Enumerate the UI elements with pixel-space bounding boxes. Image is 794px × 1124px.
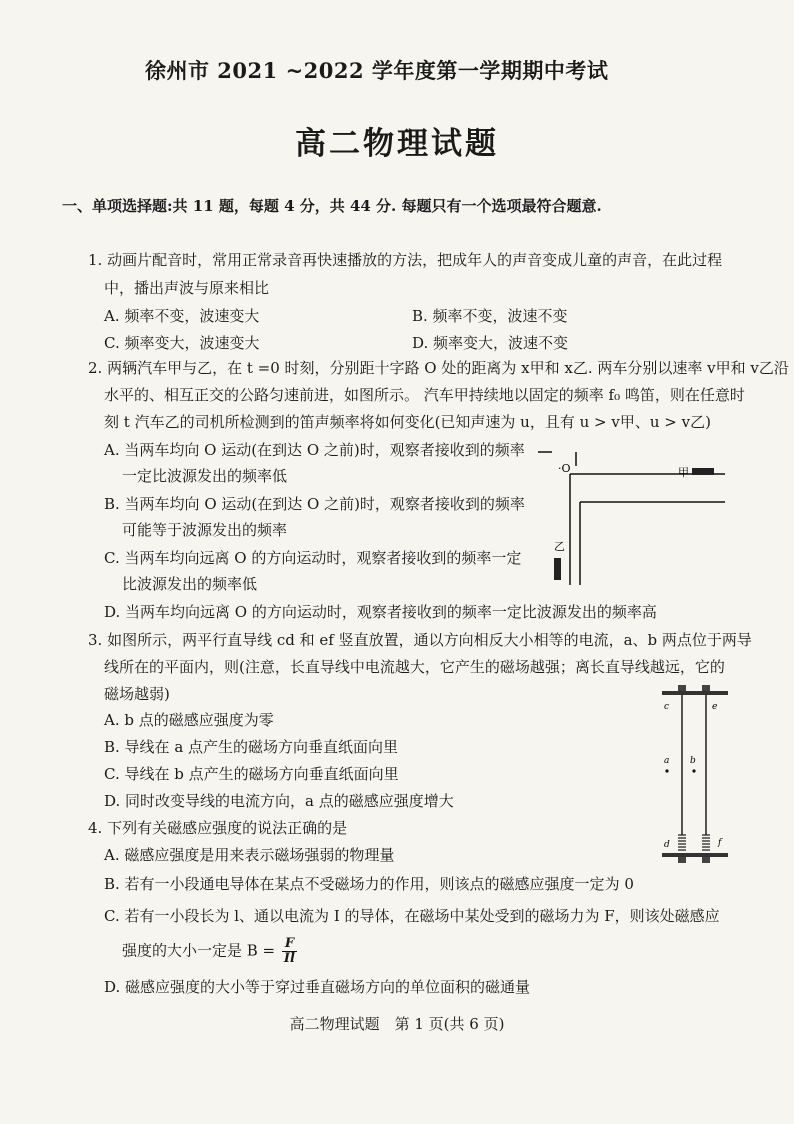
q4-option-a: A. 磁感应强度是用来表示磁场强弱的物理量 <box>104 846 395 864</box>
q3-stem-line1: 3. 如图所示，两平行直导线 cd 和 ef 竖直放置，通以方向相反大小相等的电流，a、b 两点位于两导 <box>88 631 752 649</box>
label-f: f <box>718 838 722 848</box>
spring-right <box>702 835 710 850</box>
q4-stem: 4. 下列有关磁感应强度的说法正确的是 <box>88 819 348 837</box>
q2-option-b-line1: B. 当两车均向 O 运动(在到达 O 之前)时，观察者接收到的频率 <box>104 495 525 513</box>
car-yi-label: 乙 <box>554 540 565 553</box>
car-jia-label: 甲 <box>678 466 689 479</box>
q1-stem-line2: 中，播出声波与原来相比 <box>104 279 270 297</box>
spring-left <box>678 835 686 850</box>
top-bar <box>662 691 728 695</box>
q4-option-b: B. 若有一小段通电导体在某点不受磁场力的作用，则该点的磁感应强度一定为 0 <box>104 875 634 893</box>
q3-stem-line3: 磁场越弱) <box>104 685 170 703</box>
q1-option-b: B. 频率不变，波速不变 <box>412 307 568 325</box>
q2-stem-line1: 2. 两辆汽车甲与乙，在 t =0 时刻，分别距十字路 O 处的距离为 x甲和 x乙. 两车分别以速率 v甲和 v乙沿 <box>88 359 789 377</box>
q3-option-a: A. b 点的磁感应强度为零 <box>104 711 274 729</box>
q3-option-c: C. 导线在 b 点产生的磁场方向垂直纸面向里 <box>104 765 399 783</box>
q1-stem-line1: 1. 动画片配音时，常用正常录音再快速播放的方法，把成年人的声音变成儿童的声音，在此过程 <box>88 251 723 269</box>
q2-option-a-line1: A. 当两车均向 O 运动(在到达 O 之前)时，观察者接收到的频率 <box>104 441 525 459</box>
q2-option-a-line2: 一定比波源发出的频率低 <box>122 467 288 485</box>
bottom-bar <box>662 853 728 857</box>
q4-formula-denominator: Il <box>283 951 295 966</box>
q1-option-c: C. 频率变大，波速变大 <box>104 334 260 352</box>
q4-formula-numerator: F <box>282 937 297 952</box>
page-footer: 高二物理试题 第 1 页(共 6 页) <box>289 1015 505 1033</box>
top-clamp-left <box>678 685 686 691</box>
label-e: e <box>712 702 718 712</box>
q4-option-c-line1: C. 若有一小段长为 l、通以电流为 I 的导体，在磁场中某处受到的磁场力为 F，则该处磁感应 <box>104 907 720 925</box>
label-a: a <box>664 756 670 766</box>
point-a <box>665 769 668 772</box>
q2-stem-line2: 水平的、相互正交的公路匀速前进，如图所示。 汽车甲持续地以固定的频率 f₀ 鸣笛，则在任意时 <box>104 386 745 404</box>
q3-option-d: D. 同时改变导线的电流方向，a 点的磁感应强度增大 <box>104 792 454 810</box>
car-yi-block <box>554 558 561 580</box>
q2-option-d: D. 当两车均向远离 O 的方向运动时，观察者接收到的频率一定比波源发出的频率高 <box>104 603 657 621</box>
label-c: c <box>664 702 670 712</box>
q3-option-b: B. 导线在 a 点产生的磁场方向垂直纸面向里 <box>104 738 399 756</box>
top-clamp-right <box>702 685 710 691</box>
q4-option-c-line2 <box>122 937 297 966</box>
exam-title: 徐州市 2021 ~2022 学年度第一学期期中考试 <box>145 58 609 83</box>
q2-option-c-line1: C. 当两车均向远离 O 的方向运动时，观察者接收到的频率一定 <box>104 549 522 567</box>
section-heading: 一、单项选择题:共 11 题，每题 4 分，共 44 分. 每题只有一个选项最符合题意. <box>62 197 602 215</box>
origin-label: ·O <box>558 462 571 475</box>
q1-option-a: A. 频率不变，波速变大 <box>104 307 260 325</box>
q4-option-d: D. 磁感应强度的大小等于穿过垂直磁场方向的单位面积的磁通量 <box>104 978 531 996</box>
point-b <box>692 769 695 772</box>
car-jia-block <box>692 468 714 475</box>
q2-crossroads-figure <box>530 440 730 590</box>
label-d: d <box>664 840 670 850</box>
q4-formula-fraction <box>282 937 297 966</box>
q2-stem-line3: 刻 t 汽车乙的司机所检测到的笛声频率将如何变化(已知声速为 u，且有 u > v甲、u > v乙) <box>104 413 711 431</box>
q2-option-b-line2: 可能等于波源发出的频率 <box>122 521 288 539</box>
subject-title: 高二物理试题 <box>295 126 499 162</box>
q3-wires-figure <box>658 685 738 870</box>
bottom-clamp-left <box>678 857 686 863</box>
q4-option-c-formula-prefix: 强度的大小一定是 B = <box>122 941 276 960</box>
q3-stem-line2: 线所在的平面内，则(注意，长直导线中电流越大，它产生的磁场越强；离长直导线越远，它的 <box>104 658 725 676</box>
q1-option-d: D. 频率变大，波速不变 <box>412 334 569 352</box>
label-b: b <box>690 756 696 766</box>
q2-option-c-line2: 比波源发出的频率低 <box>122 575 258 593</box>
bottom-clamp-right <box>702 857 710 863</box>
